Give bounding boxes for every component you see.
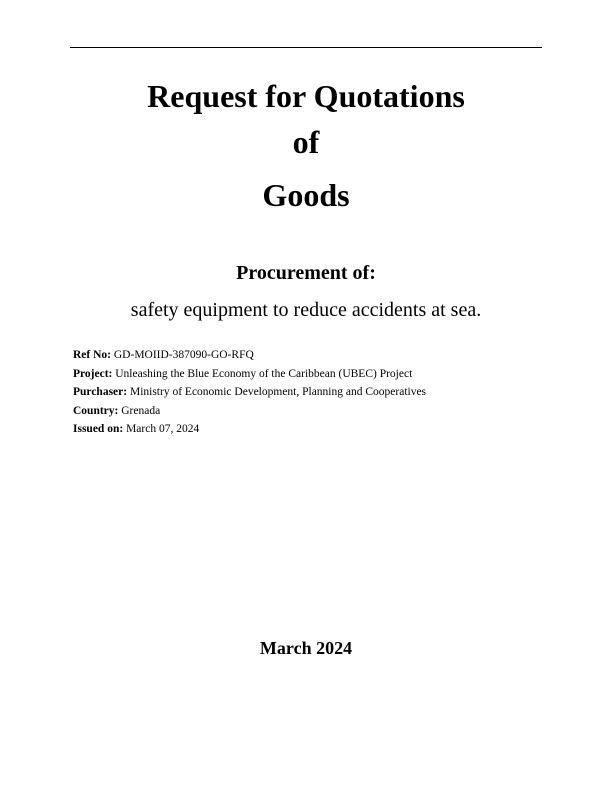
document-title-line-1: Request for Quotations	[147, 78, 465, 114]
purchaser-value: Ministry of Economic Development, Planning and Cooperatives	[127, 386, 427, 398]
document-details	[73, 346, 553, 439]
procurement-item: safety equipment to reduce accidents at sea.	[130, 299, 482, 321]
issued-on-label: Issued on:	[73, 423, 124, 435]
footer-date: March 2024	[259, 638, 353, 658]
issued-on-row	[73, 420, 553, 439]
ref-no-label: Ref No:	[73, 349, 111, 361]
purchaser-label: Purchaser:	[73, 386, 128, 398]
document-title-line-2: of	[292, 124, 320, 160]
country-row	[73, 402, 553, 421]
issued-on-value: March 07, 2024	[123, 423, 200, 435]
project-row	[73, 365, 553, 384]
project-value: Unleashing the Blue Economy of the Caribbean (UBEC) Project	[112, 367, 413, 380]
procurement-heading: Procurement of:	[236, 262, 376, 284]
project-label: Project:	[73, 367, 113, 380]
country-label: Country:	[73, 404, 119, 417]
document-title-line-3: Goods	[262, 177, 350, 213]
ref-no-value: GD-MOIID-387090-GO-RFQ	[111, 349, 254, 361]
top-rule	[70, 47, 542, 48]
ref-no-row	[73, 346, 553, 365]
purchaser-row	[73, 383, 553, 402]
country-value: Grenada	[118, 404, 161, 417]
